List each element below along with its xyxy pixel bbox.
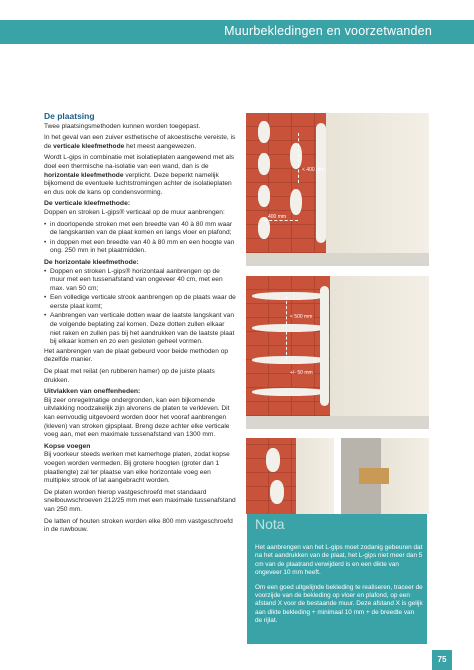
- text-column: [44, 112, 236, 538]
- horizontal-after-text-2: De plaat met reilat (en rubberen hamer) op de juiste plaats drukken.: [44, 368, 215, 384]
- plaster-detail-image: [246, 438, 334, 514]
- list-item: • Aanbrengen van verticale dotten waar de laatste langskant van de volgende beplating zal komen. Deze dotten zullen elkaar niet raken en zullen pas bij het aandrukken van de laatste plaat bij elkaar komen en zo een gesloten geheel vormen.: [44, 312, 236, 346]
- page-number: 75: [432, 650, 452, 670]
- page-header-title: Muurbekledingen en voorzetwanden: [224, 24, 432, 38]
- note-title: Nota: [255, 516, 285, 532]
- vertical-method-list: [44, 221, 236, 256]
- uneven-heading: Uitvlakken van oneffenheden:: [44, 388, 141, 396]
- joints-text-2: De platen worden hierop vastgeschroefd met standaard snelbouwschroeven 212/25 mm met een maximale tussenafstand van 250 mm.: [44, 488, 236, 513]
- list-item: • in doppen met een breedte van 40 à 80 mm en een hoogte van ong. 250 mm in het plaatmidden.: [44, 239, 236, 256]
- joint-detail-image: [341, 438, 429, 514]
- intro-text: Twee plaatsingsmethoden kunnen worden toegepast.: [44, 122, 201, 130]
- vertical-method-image: [246, 113, 429, 266]
- section-title: De plaatsing: [44, 111, 95, 121]
- vertical-method-heading: De verticale kleefmethode:: [44, 200, 131, 208]
- horizontal-after-text: Het aanbrengen van de plaat gebeurd voor beide methoden op dezelfde manier.: [44, 347, 229, 364]
- horizontal-method-heading: De horizontale kleefmethode:: [44, 258, 139, 266]
- note-paragraph-2: Om een goed uitgelijnde bekleding te realiseren, traceer de voorzijde van de bekleding op vloer en plafond, op een afstand X voor de bestaande muur. Deze afstand X is gelijk aan dikte bekleding + minimaal 10 mm + de breedte van de rijlat.: [255, 583, 423, 625]
- note-body: [255, 544, 423, 632]
- note-paragraph-1: Het aanbrengen van het L-gips moet zodanig gebeuren dat na het aandrukken van de plaat, het L-gips niet meer dan 5 cm van de plaatrand verwijderd is en een dikte van ongeveer 10 mm heeft.: [255, 544, 423, 577]
- joints-heading: Kopse voegen: [44, 442, 91, 450]
- paragraph-2: Wordt L-gips in combinatie met isolatieplaten aangewend met als doel een thermische na-isolatie van een wand, dan is de horizontale kleefmethode verplicht. Deze beperkt namelijk bijkomend de eventuele luchtstromingen achter de isolatieplaten en dus ook de kans op condensvorming.: [44, 154, 235, 196]
- vertical-method-lead: Doppen en stroken L-gips® verticaal op de muur aanbrengen:: [44, 208, 225, 216]
- paragraph-1: In het geval van een zuiver esthetische of akoestische vereiste, is de verticale kleefmethode het meest aangewezen.: [44, 134, 236, 150]
- horizontal-method-list: [44, 268, 236, 347]
- list-item: • Doppen en stroken L-gips® horizontaal aanbrengen op de muur met een tussenafstand van ongeveer 40 cm, met een max. van 50 cm;: [44, 268, 236, 294]
- dimension-label: < 500 mm: [290, 314, 313, 320]
- dimension-label: < 400 mm: [302, 167, 325, 173]
- uneven-text: Bij zeer onregelmatige ondergronden, kan een bijkomende uitvlakking noodzakelijk zijn alvorens de platen te verkleven. Dit kan eenvoudig uitgevoerd worden door het vooraf aanbrengen (kleven) van stroken gipsplaat. Breng deze achter elke verticale voeg aan, met een maximale tussenafstand van 1300 mm.: [44, 396, 230, 439]
- list-item: • Een volledige verticale strook aanbrengen op de plaats waar de eerste plaat komt;: [44, 294, 236, 311]
- joints-text-3: De latten of houten stroken worden elke 800 mm vastgeschroefd in de ruwbouw.: [44, 517, 233, 534]
- dimension-label: 400 mm: [268, 214, 287, 220]
- joints-text: Bij voorkeur steeds werken met kamerhoge platen, zodat kopse voegen worden vermeden. Bij grotere hoogten (groter dan 1 plaatlengte) zal ter plaatse van elke horizontale voeg een multiplex strook of lat aangebracht worden.: [44, 451, 230, 485]
- dimension-label: +/- 50 mm: [290, 370, 313, 376]
- horizontal-method-image: [246, 276, 429, 429]
- note-box: [247, 514, 427, 644]
- list-item: • in doorlopende stroken met een breedte van 40 à 80 mm waar de langskanten van de plaat komen en langs vloer en plafond;: [44, 221, 236, 238]
